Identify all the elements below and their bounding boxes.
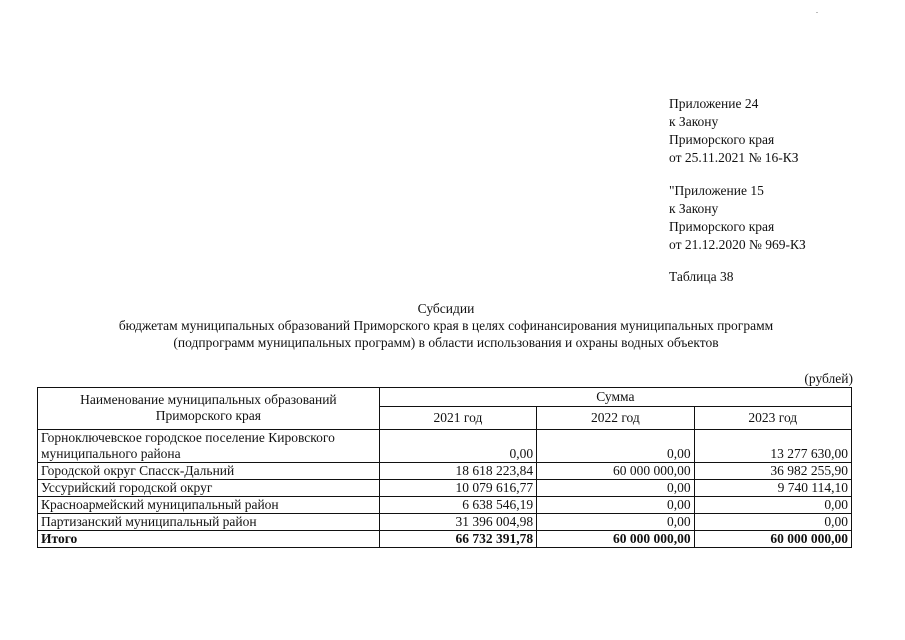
row-value-2021: 0,00 bbox=[379, 430, 536, 463]
row-value-2022: 0,00 bbox=[537, 480, 694, 497]
title-line: бюджетам муниципальных образований Приморского края в целях софинансирования муниципальных программ bbox=[118, 318, 774, 333]
column-header-year: 2023 год bbox=[694, 407, 851, 430]
annex-line: Приложение 24 bbox=[669, 96, 759, 111]
row-value-2023: 9 740 114,10 bbox=[694, 480, 851, 497]
row-name: Красноармейский муниципальный район bbox=[38, 497, 380, 514]
row-value-2022: 0,00 bbox=[537, 430, 694, 463]
row-name: Горноключевское городское поселение Кировского муниципального района bbox=[38, 430, 380, 463]
annex-line: от 25.11.2021 № 16-КЗ bbox=[669, 150, 799, 165]
row-value-2022: 60 000 000,00 bbox=[537, 463, 694, 480]
row-value-2022: 0,00 bbox=[537, 514, 694, 531]
annex-line: "Приложение 15 bbox=[669, 183, 764, 198]
row-value-2021: 6 638 546,19 bbox=[379, 497, 536, 514]
total-value-2023: 60 000 000,00 bbox=[694, 531, 851, 548]
annex-header bbox=[669, 95, 806, 286]
total-value-2022: 60 000 000,00 bbox=[537, 531, 694, 548]
column-header-year: 2022 год bbox=[537, 407, 694, 430]
subsidies-table bbox=[37, 387, 852, 548]
column-header-year: 2021 год bbox=[379, 407, 536, 430]
table-row bbox=[38, 480, 852, 497]
total-label: Итого bbox=[38, 531, 380, 548]
row-value-2021: 10 079 616,77 bbox=[379, 480, 536, 497]
row-value-2023: 36 982 255,90 bbox=[694, 463, 851, 480]
table-row bbox=[38, 497, 852, 514]
document-title bbox=[40, 300, 852, 351]
table-number: Таблица 38 bbox=[669, 269, 734, 284]
row-value-2023: 13 277 630,00 bbox=[694, 430, 851, 463]
annex-line: Приморского края bbox=[669, 132, 775, 147]
row-name: Уссурийский городской округ bbox=[38, 480, 380, 497]
row-value-2021: 31 396 004,98 bbox=[379, 514, 536, 531]
annex-line: к Закону bbox=[669, 201, 719, 216]
scan-speck bbox=[816, 12, 818, 13]
row-value-2021: 18 618 223,84 bbox=[379, 463, 536, 480]
row-value-2023: 0,00 bbox=[694, 497, 851, 514]
column-header-sum: Сумма bbox=[379, 388, 851, 407]
row-value-2023: 0,00 bbox=[694, 514, 851, 531]
row-name: Партизанский муниципальный район bbox=[38, 514, 380, 531]
row-value-2022: 0,00 bbox=[537, 497, 694, 514]
title-line: Субсидии bbox=[417, 301, 475, 316]
title-line: (подпрограмм муниципальных программ) в области использования и охраны водных объектов bbox=[173, 335, 719, 350]
units-label: (рублей) bbox=[804, 371, 853, 386]
table-row bbox=[38, 463, 852, 480]
row-name: Городской округ Спасск-Дальний bbox=[38, 463, 380, 480]
annex-line: к Закону bbox=[669, 114, 719, 129]
total-value-2021: 66 732 391,78 bbox=[379, 531, 536, 548]
table-row bbox=[38, 514, 852, 531]
table-total-row bbox=[38, 531, 852, 548]
annex-line: от 21.12.2020 № 969-КЗ bbox=[669, 237, 806, 252]
table-row bbox=[38, 430, 852, 463]
annex-line: Приморского края bbox=[669, 219, 775, 234]
column-header-name: Наименование муниципальных образований Приморского края bbox=[38, 388, 380, 430]
